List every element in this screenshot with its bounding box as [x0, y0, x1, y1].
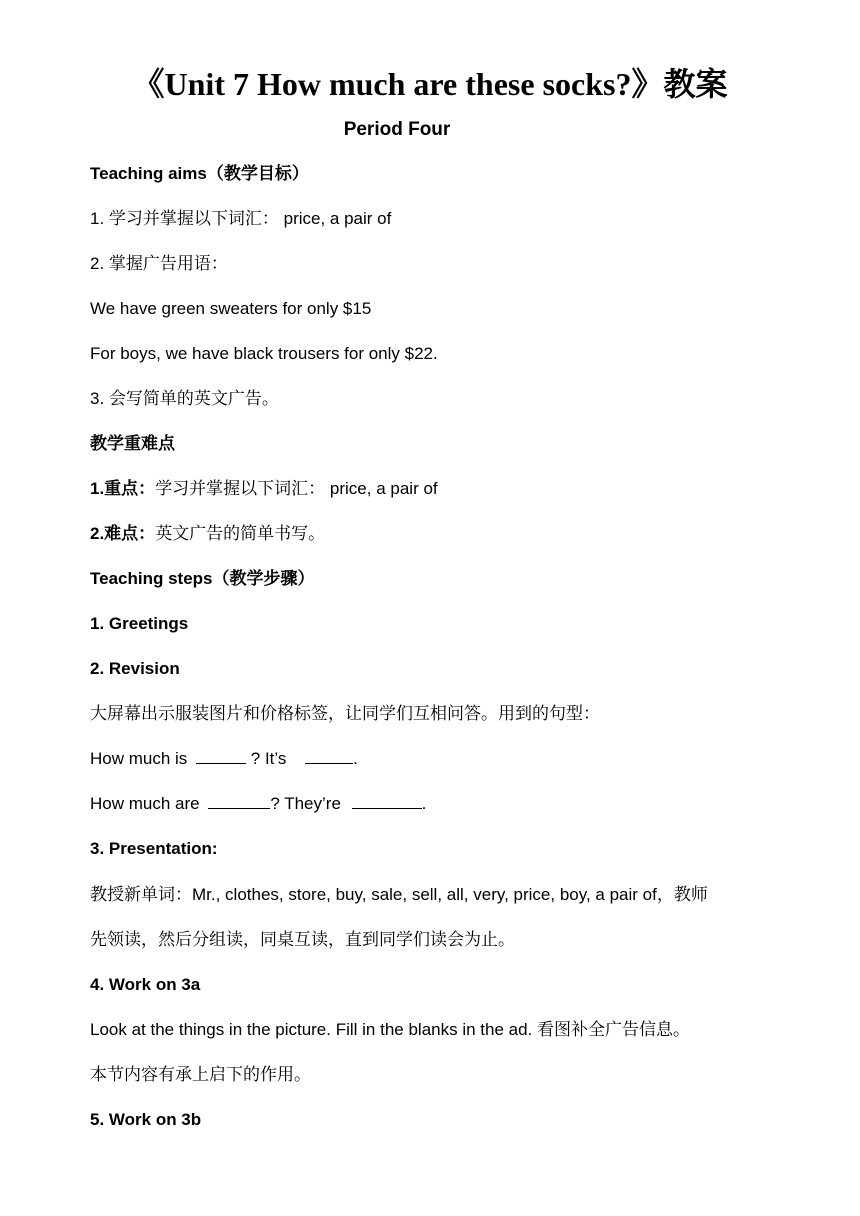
blank-line — [196, 745, 246, 764]
aim-3: 3. 会写简单的英文广告。 — [90, 389, 279, 408]
key-points-heading: 教学重难点 — [90, 434, 175, 453]
key-point-1-label: 1.重点： — [90, 479, 156, 498]
step-3-heading: 3. Presentation: — [90, 839, 218, 858]
revision-text: 大屏幕出示服装图片和价格标签，让同学们互相问答。用到的句型： — [90, 704, 600, 723]
teaching-aims-heading: Teaching aims（教学目标） — [90, 164, 309, 183]
step-4-heading: 4. Work on 3a — [90, 975, 201, 994]
work-3a-line-1: Look at the things in the picture. Fill in the blanks in the ad. 看图补全广告信息。 — [90, 1020, 690, 1039]
blank-line — [352, 790, 422, 809]
sentence-pattern-2: How much are ? They’re . — [90, 790, 780, 818]
pattern-2-start: How much are — [90, 794, 200, 813]
key-point-2 — [90, 520, 780, 548]
ad-sentence-2: For boys, we have black trousers for only $22. — [90, 344, 438, 363]
work-3a-line-2: 本节内容有承上启下的作用。 — [90, 1065, 311, 1084]
period-subtitle: Period Four — [343, 119, 451, 140]
aim-2: 2. 掌握广告用语： — [90, 254, 228, 273]
step-1-heading: 1. Greetings — [90, 614, 189, 633]
presentation-line-2: 先领读，然后分组读，同桌互读，直到同学们读会为止。 — [90, 930, 515, 949]
pattern-2-middle: ? They’re — [270, 794, 341, 813]
teaching-steps-heading: Teaching steps（教学步骤） — [90, 569, 315, 588]
key-point-1 — [90, 475, 780, 503]
key-point-2-label: 2.难点： — [90, 524, 156, 543]
blank-line — [208, 790, 270, 809]
blank-line — [305, 745, 353, 764]
document-title: 《Unit 7 How much are these socks?》教案 — [132, 66, 728, 102]
presentation-line-1: 教授新单词：Mr., clothes, store, buy, sale, sell, all, very, price, boy, a pair of，教师 — [90, 885, 708, 904]
key-point-2-text: 英文广告的简单书写。 — [155, 524, 326, 543]
sentence-pattern-1: How much is ? It’s . — [90, 745, 780, 773]
aim-1: 1. 学习并掌握以下词汇： price, a pair of — [90, 209, 392, 228]
key-point-1-text: 学习并掌握以下词汇： price, a pair of — [155, 479, 438, 498]
step-2-heading: 2. Revision — [90, 659, 180, 678]
step-5-heading: 5. Work on 3b — [90, 1110, 202, 1129]
pattern-1-start: How much is — [90, 749, 188, 768]
ad-sentence-1: We have green sweaters for only $15 — [90, 299, 372, 318]
pattern-1-middle: ? It’s — [250, 749, 287, 768]
